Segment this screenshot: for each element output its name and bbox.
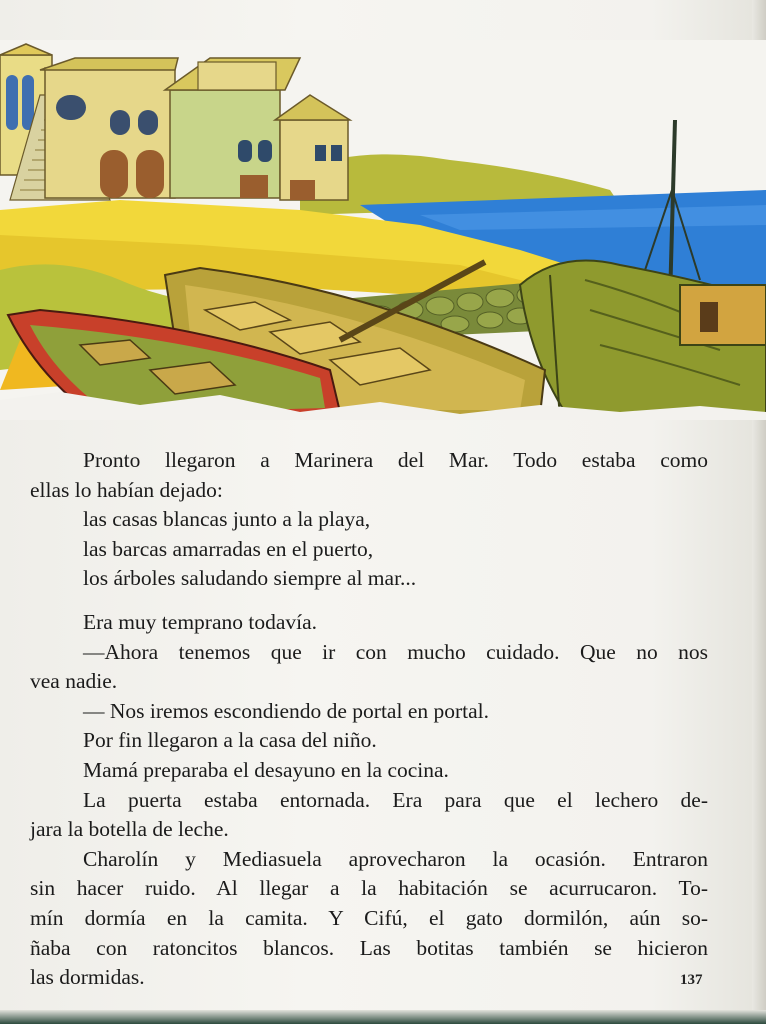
verse-line: las barcas amarradas en el puerto,: [83, 536, 374, 561]
page-bottom-edge: [0, 1010, 766, 1024]
verse-line: las casas blancas junto a la playa,: [83, 507, 371, 532]
paragraph-line: ñaba con ratoncitos blancos. Las botitas también se hicieron: [30, 935, 708, 960]
paragraph-line: jara la botella de leche.: [30, 817, 229, 842]
story-text: [30, 446, 708, 993]
paragraph-line: Era muy temprano todavía.: [83, 609, 318, 634]
page-number: 137: [680, 972, 703, 988]
paragraph-line: Mamá preparaba el desayuno en la cocina.: [83, 757, 449, 782]
paragraph-line: ellas lo habían dejado:: [30, 477, 223, 502]
dialogue-line: vea nadie.: [30, 669, 118, 694]
verse-line: los árboles saludando siempre al mar...: [83, 566, 417, 591]
paragraph-line: mín dormía en la camita. Y Cifú, el gato dormilón, aún so-: [30, 905, 708, 930]
paragraph-line: Charolín y Mediasuela aprovecharon la ocasión. Entraron: [83, 846, 708, 871]
dialogue-line: —Ahora tenemos que ir con mucho cuidado. Que no nos: [83, 639, 708, 664]
paragraph-line: sin hacer ruido. Al llegar a la habitación se acurrucaron. To-: [30, 876, 708, 901]
paragraph-line: La puerta estaba entornada. Era para que el lechero de-: [83, 787, 708, 812]
dialogue-line: — Nos iremos escondiendo de portal en portal.: [83, 698, 490, 723]
seaside-illustration: [0, 40, 766, 420]
paragraph-line: Por fin llegaron a la casa del niño.: [83, 728, 377, 753]
paragraph-line: las dormidas.: [30, 965, 145, 990]
paragraph-line: Pronto llegaron a Marinera del Mar. Todo estaba como: [83, 448, 708, 472]
